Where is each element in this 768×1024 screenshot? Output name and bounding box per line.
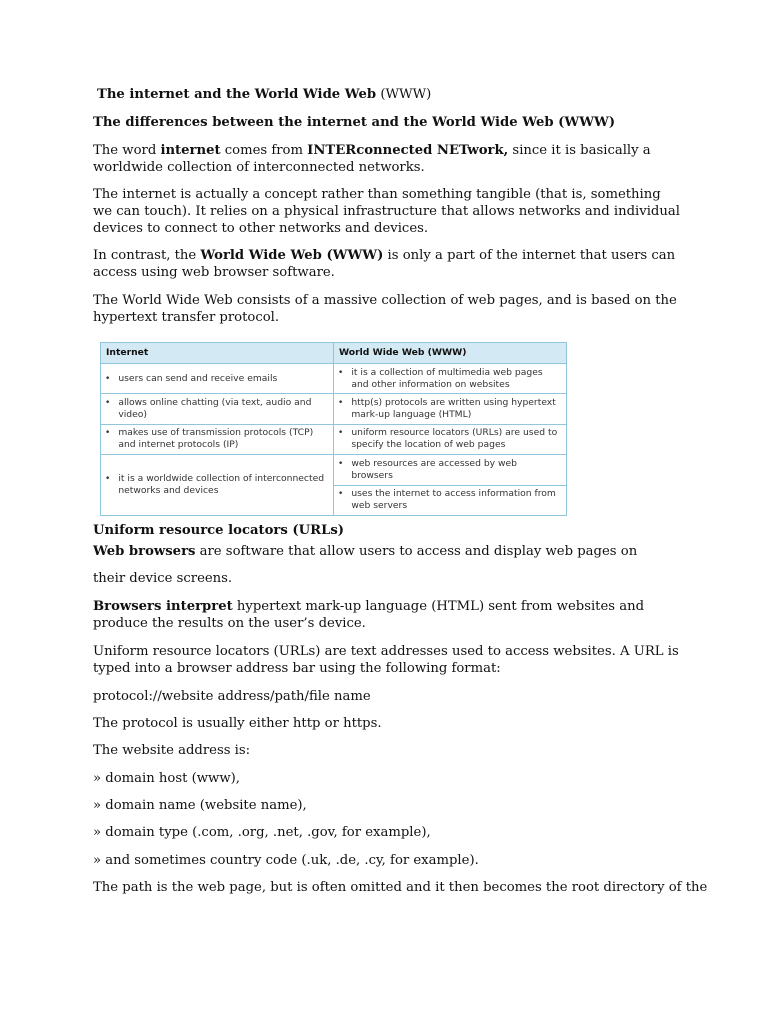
- table-cell: • uniform resource locators (URLs) are used to specify the location of web pages: [334, 424, 567, 454]
- column-header-internet: Internet: [101, 343, 334, 364]
- table-cell: • makes use of transmission protocols (TCP) and internet protocols (IP): [101, 424, 334, 454]
- page-title: The internet and the World Wide Web (WWW): [97, 87, 432, 102]
- list-item: » domain type (.com, .org, .net, .gov, for example),: [93, 825, 431, 840]
- table-cell: • uses the internet to access information from web servers: [334, 485, 567, 515]
- table-cell: • it is a collection of multimedia web pages and other information on websites: [334, 364, 567, 394]
- table-cell: • allows online chatting (via text, audio and video): [101, 394, 334, 424]
- table-header-row: [101, 343, 567, 364]
- heading-urls: Uniform resource locators (URLs): [93, 523, 345, 538]
- paragraph-internet-concept: The internet is actually a concept rather than something tangible (that is, something we can touch). It relies on a physical infrastructure that allows networks and individual devices to connect to other networks and devices.: [93, 187, 680, 236]
- list-item: » domain host (www),: [93, 771, 240, 786]
- paragraph-www-collection: The World Wide Web consists of a massive collection of web pages, and is based on the hypertext transfer protocol.: [93, 293, 677, 325]
- paragraph-protocol: The protocol is usually either http or https.: [93, 716, 382, 731]
- paragraph-internet-word: The word internet comes from INTERconnected NETwork, since it is basically a worldwide collection of interconnected networks.: [93, 143, 651, 175]
- bullet-icon: •: [338, 458, 344, 469]
- bullet-icon: •: [105, 373, 111, 384]
- paragraph-device-screens: their device screens.: [93, 571, 233, 586]
- paragraph-path: The path is the web page, but is often omitted and it then becomes the root directory of the: [93, 880, 708, 895]
- table-cell: • http(s) protocols are written using hypertext mark-up language (HTML): [334, 394, 567, 424]
- bullet-icon: •: [338, 367, 344, 378]
- table-row: [101, 455, 567, 485]
- table-row: [101, 424, 567, 454]
- table-row: [101, 364, 567, 394]
- table-cell: • users can send and receive emails: [101, 364, 334, 394]
- bullet-icon: •: [105, 398, 111, 409]
- bullet-icon: •: [338, 428, 344, 439]
- bullet-icon: •: [338, 489, 344, 500]
- table-cell: • web resources are accessed by web browsers: [334, 455, 567, 485]
- paragraph-urls: Uniform resource locators (URLs) are text addresses used to access websites. A URL is typed into a browser address bar using the following format:: [93, 644, 679, 676]
- bullet-icon: •: [105, 428, 111, 439]
- table-row: [101, 394, 567, 424]
- heading-differences: The differences between the internet and the World Wide Web (WWW): [93, 115, 616, 130]
- paragraph-www-contrast: In contrast, the World Wide Web (WWW) is only a part of the internet that users can access using web browser software.: [93, 248, 676, 280]
- list-item: » and sometimes country code (.uk, .de, .cy, for example).: [93, 853, 479, 868]
- table-cell: • it is a worldwide collection of interconnected networks and devices: [101, 455, 334, 516]
- bullet-icon: •: [338, 398, 344, 409]
- paragraph-browsers-interpret: Browsers interpret hypertext mark-up language (HTML) sent from websites and produce the results on the user’s device.: [93, 599, 645, 631]
- bullet-icon: •: [105, 474, 111, 485]
- url-format: protocol://website address/path/file name: [93, 689, 371, 704]
- list-item: » domain name (website name),: [93, 798, 307, 813]
- comparison-table: [100, 342, 567, 516]
- paragraph-web-browsers: Web browsers are software that allow users to access and display web pages on: [93, 544, 638, 559]
- column-header-www: World Wide Web (WWW): [334, 343, 567, 364]
- paragraph-website-address: The website address is:: [93, 743, 251, 758]
